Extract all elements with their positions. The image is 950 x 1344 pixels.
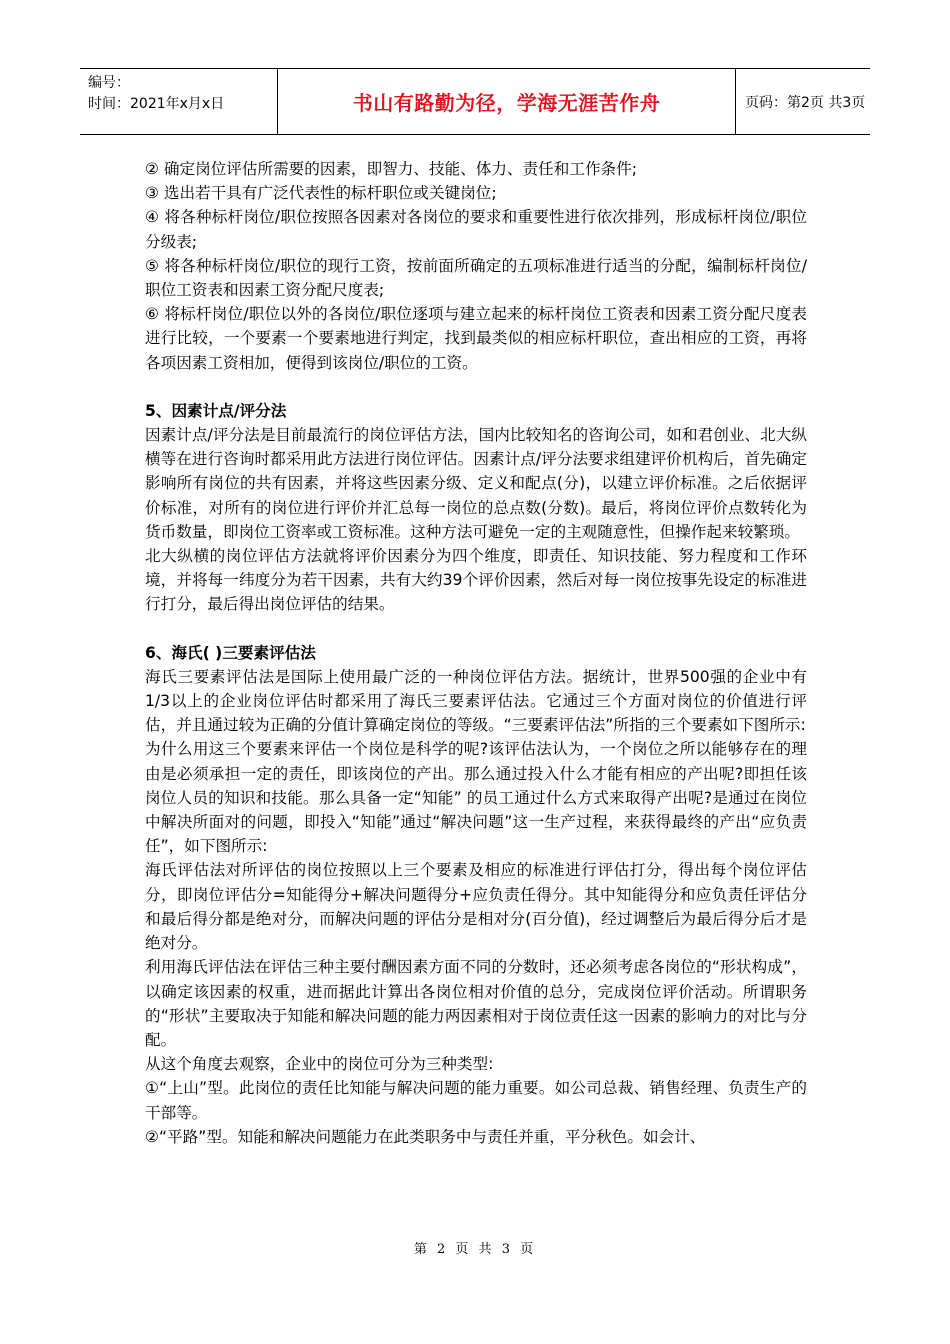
section-6-paragraph: 为什么用这三个要素来评估一个岗位是科学的呢?该评估法认为，一个岗位之所以能够存在的理由是必须承担一定的责任，即该岗位的产出。那么通过投入什么才能有相应的产出呢?即担任该岗位人员的知识和技能。那么具备一定“知能” 的员工通过什么方式来取得产出呢?是通过在岗位中解决所面对的问题，即投入“知能”通过“解决问题”这一生产过程，来获得最终的产出“应负责任”，如下图所示: <box>145 740 807 856</box>
document-body <box>145 157 807 1149</box>
header-meta <box>80 69 278 134</box>
document-time: 时间：2021年x月x日 <box>88 96 225 112</box>
step-3: ③ 选出若干具有广泛代表性的标杆职位或关键岗位; <box>145 184 497 203</box>
header-page-number: 页码：第2页 共3页 <box>745 94 866 111</box>
section-6-paragraph: 利用海氏评估法在评估三种主要付酬因素方面不同的分数时，还必须考虑各岗位的“形状构成”，以确定该因素的权重，进而据此计算出各岗位相对价值的总分，完成岗位评价活动。所谓职务的“形状”主要取决于知能和解决问题的能力两因素相对于岗位责任这一因素的影响力的对比与分配。 <box>145 958 807 1049</box>
page-header <box>80 68 870 135</box>
header-motto: 书山有路勤为径，学海无涯苦作舟 <box>352 91 661 115</box>
section-6-paragraph: 海氏三要素评估法是国际上使用最广泛的一种岗位评估方法。据统计，世界500强的企业中有1/3以上的企业岗位评估时都采用了海氏三要素评估法。它通过三个方面对岗位的价值进行评估，并且通过较为正确的分值计算确定岗位的等级。“三要素评估法”所指的三个要素如下图所示: <box>145 667 807 735</box>
section-6-paragraph: 从这个角度去观察，企业中的岗位可分为三种类型: <box>145 1055 494 1074</box>
page-footer: 第 2 页 共 3 页 <box>413 1242 537 1257</box>
step-5: ⑤ 将各种标杆岗位/职位的现行工资，按前面所确定的五项标准进行适当的分配，编制标杆岗位/职位工资表和因素工资分配尺度表; <box>145 256 807 300</box>
header-motto-cell <box>278 69 736 134</box>
section-6-paragraph: 海氏评估法对所评估的岗位按照以上三个要素及相应的标准进行评估打分，得出每个岗位评估分，即岗位评估分=知能得分+解决问题得分+应负责任得分。其中知能得分和应负责任评估分和最后得分都是绝对分，而解决问题的评估分是相对分(百分值)，经过调整后为最后得分后才是绝对分。 <box>145 861 807 953</box>
section-6-paragraph: ②“平路”型。知能和解决问题能力在此类职务中与责任并重，平分秋色。如会计、 <box>145 1127 706 1146</box>
section-5-paragraph: 北大纵横的岗位评估方法就将评价因素分为四个维度，即责任、知识技能、努力程度和工作环境，并将每一纬度分为若干因素，共有大约39个评价因素，然后对每一岗位按事先设定的标准进行打分，最后得出岗位评估的结果。 <box>145 547 807 614</box>
section-6-title: 6、海氏( )三要素评估法 <box>145 643 316 662</box>
section-5-title: 5、因素计点/评分法 <box>145 401 287 420</box>
step-2: ② 确定岗位评估所需要的因素，即智力、技能、体力、责任和工作条件; <box>145 160 638 178</box>
document-number: 编号： <box>88 75 130 91</box>
section-6-paragraph: ①“上山”型。此岗位的责任比知能与解决问题的能力重要。如公司总裁、销售经理、负责生产的干部等。 <box>145 1079 807 1122</box>
step-4: ④ 将各种标杆岗位/职位按照各因素对各岗位的要求和重要性进行依次排列，形成标杆岗位/职位分级表; <box>145 208 807 251</box>
step-6: ⑥ 将标杆岗位/职位以外的各岗位/职位逐项与建立起来的标杆岗位工资表和因素工资分配尺度表进行比较，一个要素一个要素地进行判定，找到最类似的相应标杆职位，查出相应的工资，再将各项因素工资相加，便得到该岗位/职位的工资。 <box>145 305 807 372</box>
section-5-paragraph: 因素计点/评分法是目前最流行的岗位评估方法，国内比较知名的咨询公司，如和君创业、北大纵横等在进行咨询时都采用此方法进行岗位评估。因素计点/评分法要求组建评价机构后，首先确定影响所有岗位的共有因素，并将这些因素分级、定义和配点(分)，以建立评价标准。之后依据评价标准，对所有的岗位进行评价并汇总每一岗位的总点数(分数)。最后，将岗位评价点数转化为货币数量，即岗位工资率或工资标准。这种方法可避免一定的主观随意性，但操作起来较繁琐。 <box>145 426 807 541</box>
